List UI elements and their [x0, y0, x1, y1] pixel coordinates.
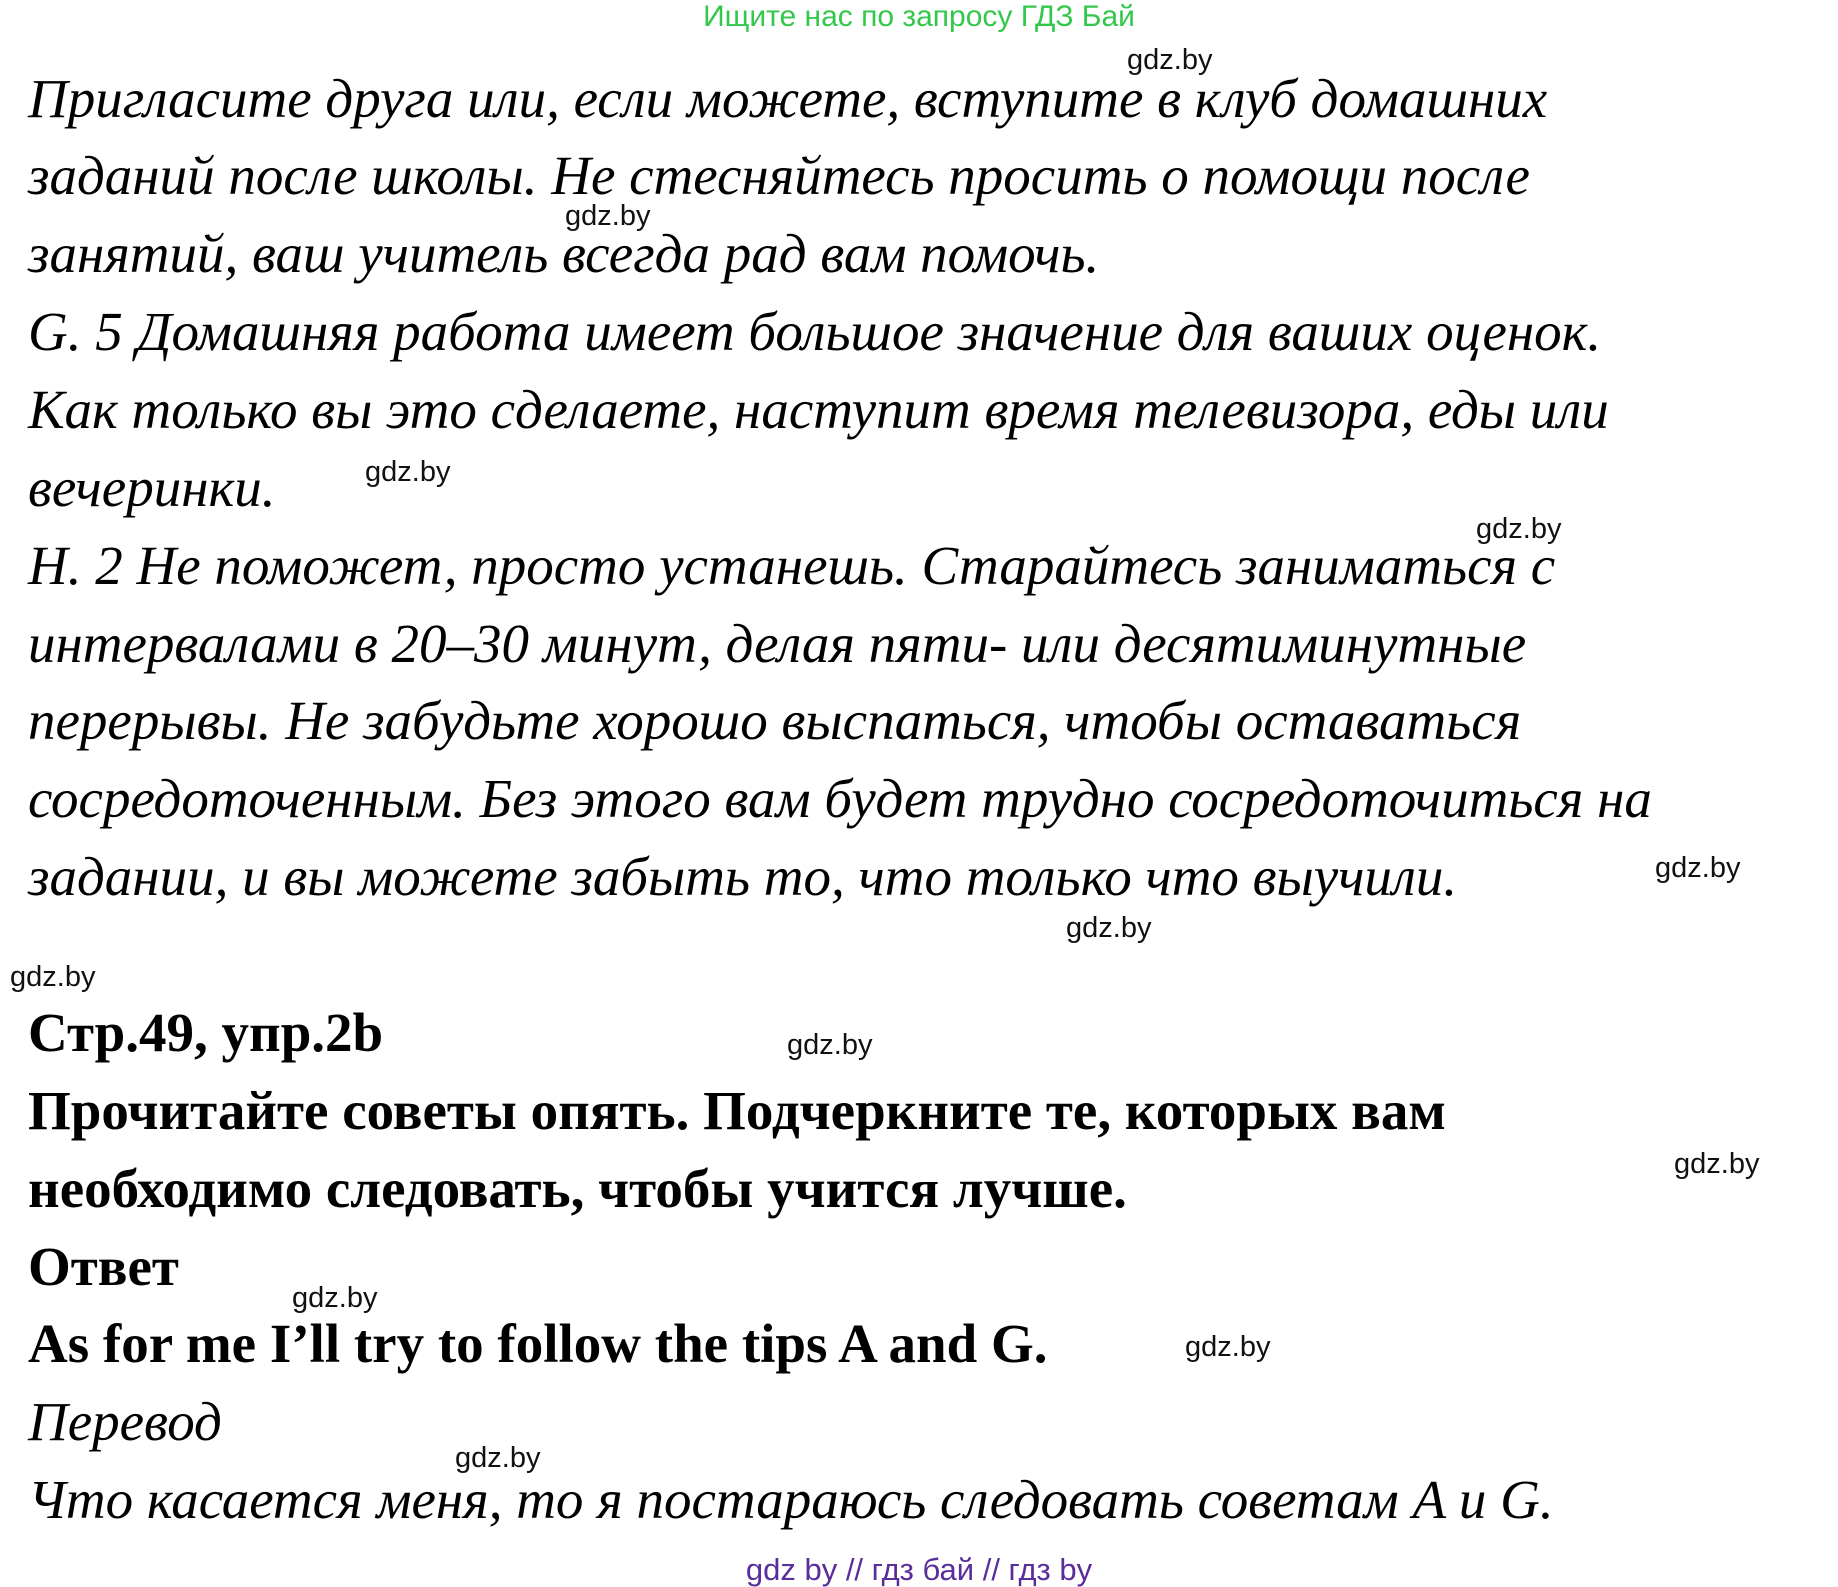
translation-text: Что касается меня, то я постараюсь следовать советам A и G. — [28, 1469, 1554, 1530]
watermark: gdz.by — [787, 1029, 873, 1061]
tip-g-line: G. 5 Домашняя работа имеет большое значение для ваших оценок. — [28, 301, 1602, 362]
watermark: gdz.by — [455, 1442, 541, 1474]
watermark: gdz.by — [1066, 912, 1152, 944]
answer-label: Ответ — [28, 1236, 179, 1297]
task-line: Прочитайте советы опять. Подчеркните те, которых вам — [28, 1080, 1446, 1141]
tip-h-line: сосредоточенным. Без этого вам будет трудно сосредоточиться на — [28, 768, 1652, 829]
watermark: gdz.by — [1476, 513, 1562, 545]
watermark: gdz.by — [565, 200, 651, 232]
tip-h-line: задании, и вы можете забыть то, что только что выучили. — [28, 846, 1458, 907]
watermark: gdz.by — [1674, 1148, 1760, 1180]
tip-g-line: вечеринки. — [28, 457, 276, 518]
tip-h-line: перерывы. Не забудьте хорошо выспаться, чтобы оставаться — [28, 690, 1522, 751]
translation-label: Перевод — [28, 1391, 222, 1452]
watermark: gdz.by — [365, 456, 451, 488]
footer-links: gdz by // гдз бай // гдз by — [745, 1552, 1093, 1587]
task-line: необходимо следовать, чтобы учится лучше. — [28, 1158, 1127, 1219]
tip-h-line: H. 2 Не поможет, просто устанешь. Старайтесь заниматься с — [28, 535, 1556, 596]
search-banner: Ищите нас по запросу ГДЗ Бай — [703, 0, 1135, 33]
watermark: gdz.by — [1185, 1331, 1271, 1363]
watermark: gdz.by — [1655, 852, 1741, 884]
answer-text: As for me I’ll try to follow the tips A and G. — [28, 1313, 1048, 1374]
watermark: gdz.by — [1127, 44, 1213, 76]
tip-f-line: заданий после школы. Не стесняйтесь просить о помощи после — [28, 145, 1530, 206]
exercise-heading: Стр.49, упр.2b — [28, 1002, 384, 1063]
tip-g-line: Как только вы это сделаете, наступит время телевизора, еды или — [28, 379, 1609, 440]
tip-h-line: интервалами в 20–30 минут, делая пяти- или десятиминутные — [28, 613, 1527, 674]
watermark: gdz.by — [292, 1282, 378, 1314]
tip-f-line: Пригласите друга или, если можете, вступите в клуб домашних — [28, 68, 1548, 129]
tip-f-line: занятий, ваш учитель всегда рад вам помочь. — [28, 223, 1100, 284]
watermark: gdz.by — [10, 961, 96, 993]
